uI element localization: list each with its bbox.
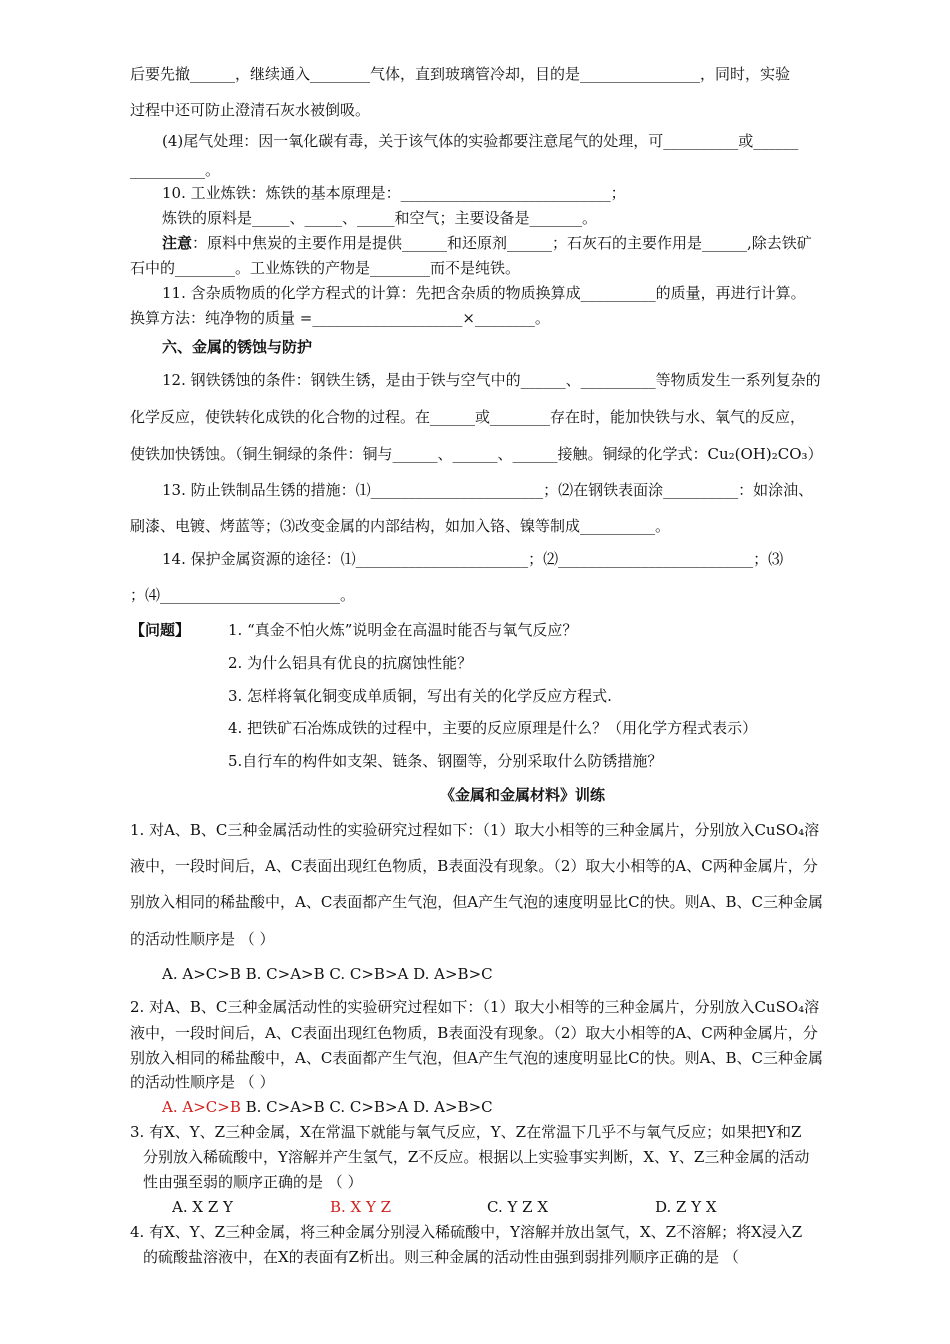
answer-option: B. X Y Z — [330, 1198, 392, 1216]
text-line: 12. 钢铁锈蚀的条件：钢铁生锈，是由于铁与空气中的______、__________等物质发生一系列复杂的 — [162, 371, 821, 389]
text-line — [162, 233, 812, 253]
answer-option: A. A>C>B — [162, 1098, 241, 1116]
problem-line: 2. 对A、B、C三种金属活动性的实验研究过程如下：（1）取大小相等的三种金属片，分别放入CuSO₄溶 — [130, 998, 820, 1016]
text-line: 使铁加快锈蚀。（铜生铜绿的条件：铜与______、______、______接触。铜绿的化学式：Cu₂(OH)₂CO₃） — [130, 445, 823, 463]
other-options: B. C>A>B C. C>B>A D. A>B>C — [240, 1098, 493, 1116]
question-item: 4. 把铁矿石冶炼成铁的过程中，主要的反应原理是什么？（用化学方程式表示） — [228, 719, 758, 737]
problem-options — [162, 1097, 493, 1117]
section-heading: 六、金属的锈蚀与防护 — [162, 338, 313, 356]
text-line: 过程中还可防止澄清石灰水被倒吸。 — [130, 101, 371, 119]
problem-line: 的硫酸盐溶液中，在X的表面有Z析出。则三种金属的活动性由强到弱排列顺序正确的是 （ — [143, 1248, 739, 1266]
problem-line: 4. 有X、Y、Z三种金属，将三种金属分别浸入稀硫酸中，Y溶解并放出氢气，X、Z不溶解；将X浸入Z — [130, 1223, 803, 1241]
option-a: A. X Z Y — [172, 1198, 233, 1216]
problem-line: 3. 有X、Y、Z三种金属，X在常温下就能与氧气反应，Y、Z在常温下几乎不与氧气反应；如果把Y和Z — [130, 1123, 802, 1141]
text-line: 10. 工业炼铁：炼铁的基本原理是：____________________________； — [162, 184, 626, 202]
problem-line: 别放入相同的稀盐酸中，A、C表面都产生气泡，但A产生气泡的速度明显比C的快。则A、B、C三种金属 — [130, 893, 823, 911]
note-label: 注意 — [162, 234, 193, 252]
problem-line: 1. 对A、B、C三种金属活动性的实验研究过程如下：（1）取大小相等的三种金属片，分别放入CuSO₄溶 — [130, 821, 820, 839]
question-item: 2. 为什么铝具有优良的抗腐蚀性能？ — [228, 654, 473, 672]
text-line: 换算方法：纯净物的质量 =____________________×________。 — [130, 309, 550, 327]
text-line: 化学反应，使铁转化成铁的化合物的过程。在______或________存在时，能加快铁与水、氧气的反应， — [130, 408, 806, 426]
option-d: D. Z Y X — [655, 1198, 717, 1216]
question-item: 5.自行车的构件如支架、链条、钢圈等，分别采取什么防锈措施？ — [228, 752, 663, 770]
text-line: 石中的________。工业炼铁的产物是________而不是纯铁。 — [130, 259, 521, 277]
text-line: 后要先撤______，继续通入________气体，直到玻璃管冷却，目的是________________，同时，实验 — [130, 65, 791, 83]
question-item: 3. 怎样将氧化铜变成单质铜，写出有关的化学反应方程式. — [228, 687, 612, 705]
problem-line: 的活动性顺序是 （ ） — [130, 1073, 275, 1091]
question-item: 1. “真金不怕火炼”说明金在高温时能否与氧气反应？ — [228, 621, 578, 639]
problem-options: A. A>C>B B. C>A>B C. C>B>A D. A>B>C — [162, 965, 493, 983]
note-text: ：原料中焦炭的主要作用是提供______和还原剂______；石灰石的主要作用是______,除去铁矿 — [192, 234, 812, 252]
questions-label: 【问题】 — [130, 621, 191, 639]
training-title: 《金属和金属材料》训练 — [440, 786, 606, 804]
text-line: 13. 防止铁制品生锈的措施：⑴_______________________；⑵在钢铁表面涂__________：如涂油、 — [162, 481, 814, 499]
problem-line: 分别放入稀硫酸中，Y溶解并产生氢气，Z不反应。根据以上实验事实判断，X、Y、Z三种金属的活动 — [143, 1148, 810, 1166]
text-line: 11. 含杂质物质的化学方程式的计算：先把含杂质的物质换算成__________的质量，再进行计算。 — [162, 284, 806, 302]
problem-line: 液中，一段时间后，A、C表面出现红色物质，B表面没有现象。（2）取大小相等的A、C两种金属片，分 — [130, 857, 818, 875]
option-c: C. Y Z X — [487, 1198, 549, 1216]
text-line: 炼铁的原料是_____、_____、_____和空气；主要设备是_______。 — [162, 209, 598, 227]
text-line: (4)尾气处理：因一氧化碳有毒，关于该气体的实验都要注意尾气的处理，可__________或______ — [162, 132, 799, 150]
text-line: 14. 保护金属资源的途径：⑴_______________________；⑵__________________________；⑶ — [162, 550, 784, 568]
problem-line: 性由强至弱的顺序正确的是 （ ） — [143, 1173, 363, 1191]
text-line: ；⑷________________________。 — [130, 586, 356, 604]
problem-line: 的活动性顺序是 （ ） — [130, 930, 275, 948]
problem-line: 液中，一段时间后，A、C表面出现红色物质，B表面没有现象。（2）取大小相等的A、C两种金属片，分 — [130, 1024, 818, 1042]
text-line: __________。 — [130, 161, 221, 179]
text-line: 刷漆、电镀、烤蓝等；⑶改变金属的内部结构，如加入铬、镍等制成__________。 — [130, 517, 671, 535]
problem-line: 别放入相同的稀盐酸中，A、C表面都产生气泡，但A产生气泡的速度明显比C的快。则A、B、C三种金属 — [130, 1049, 823, 1067]
